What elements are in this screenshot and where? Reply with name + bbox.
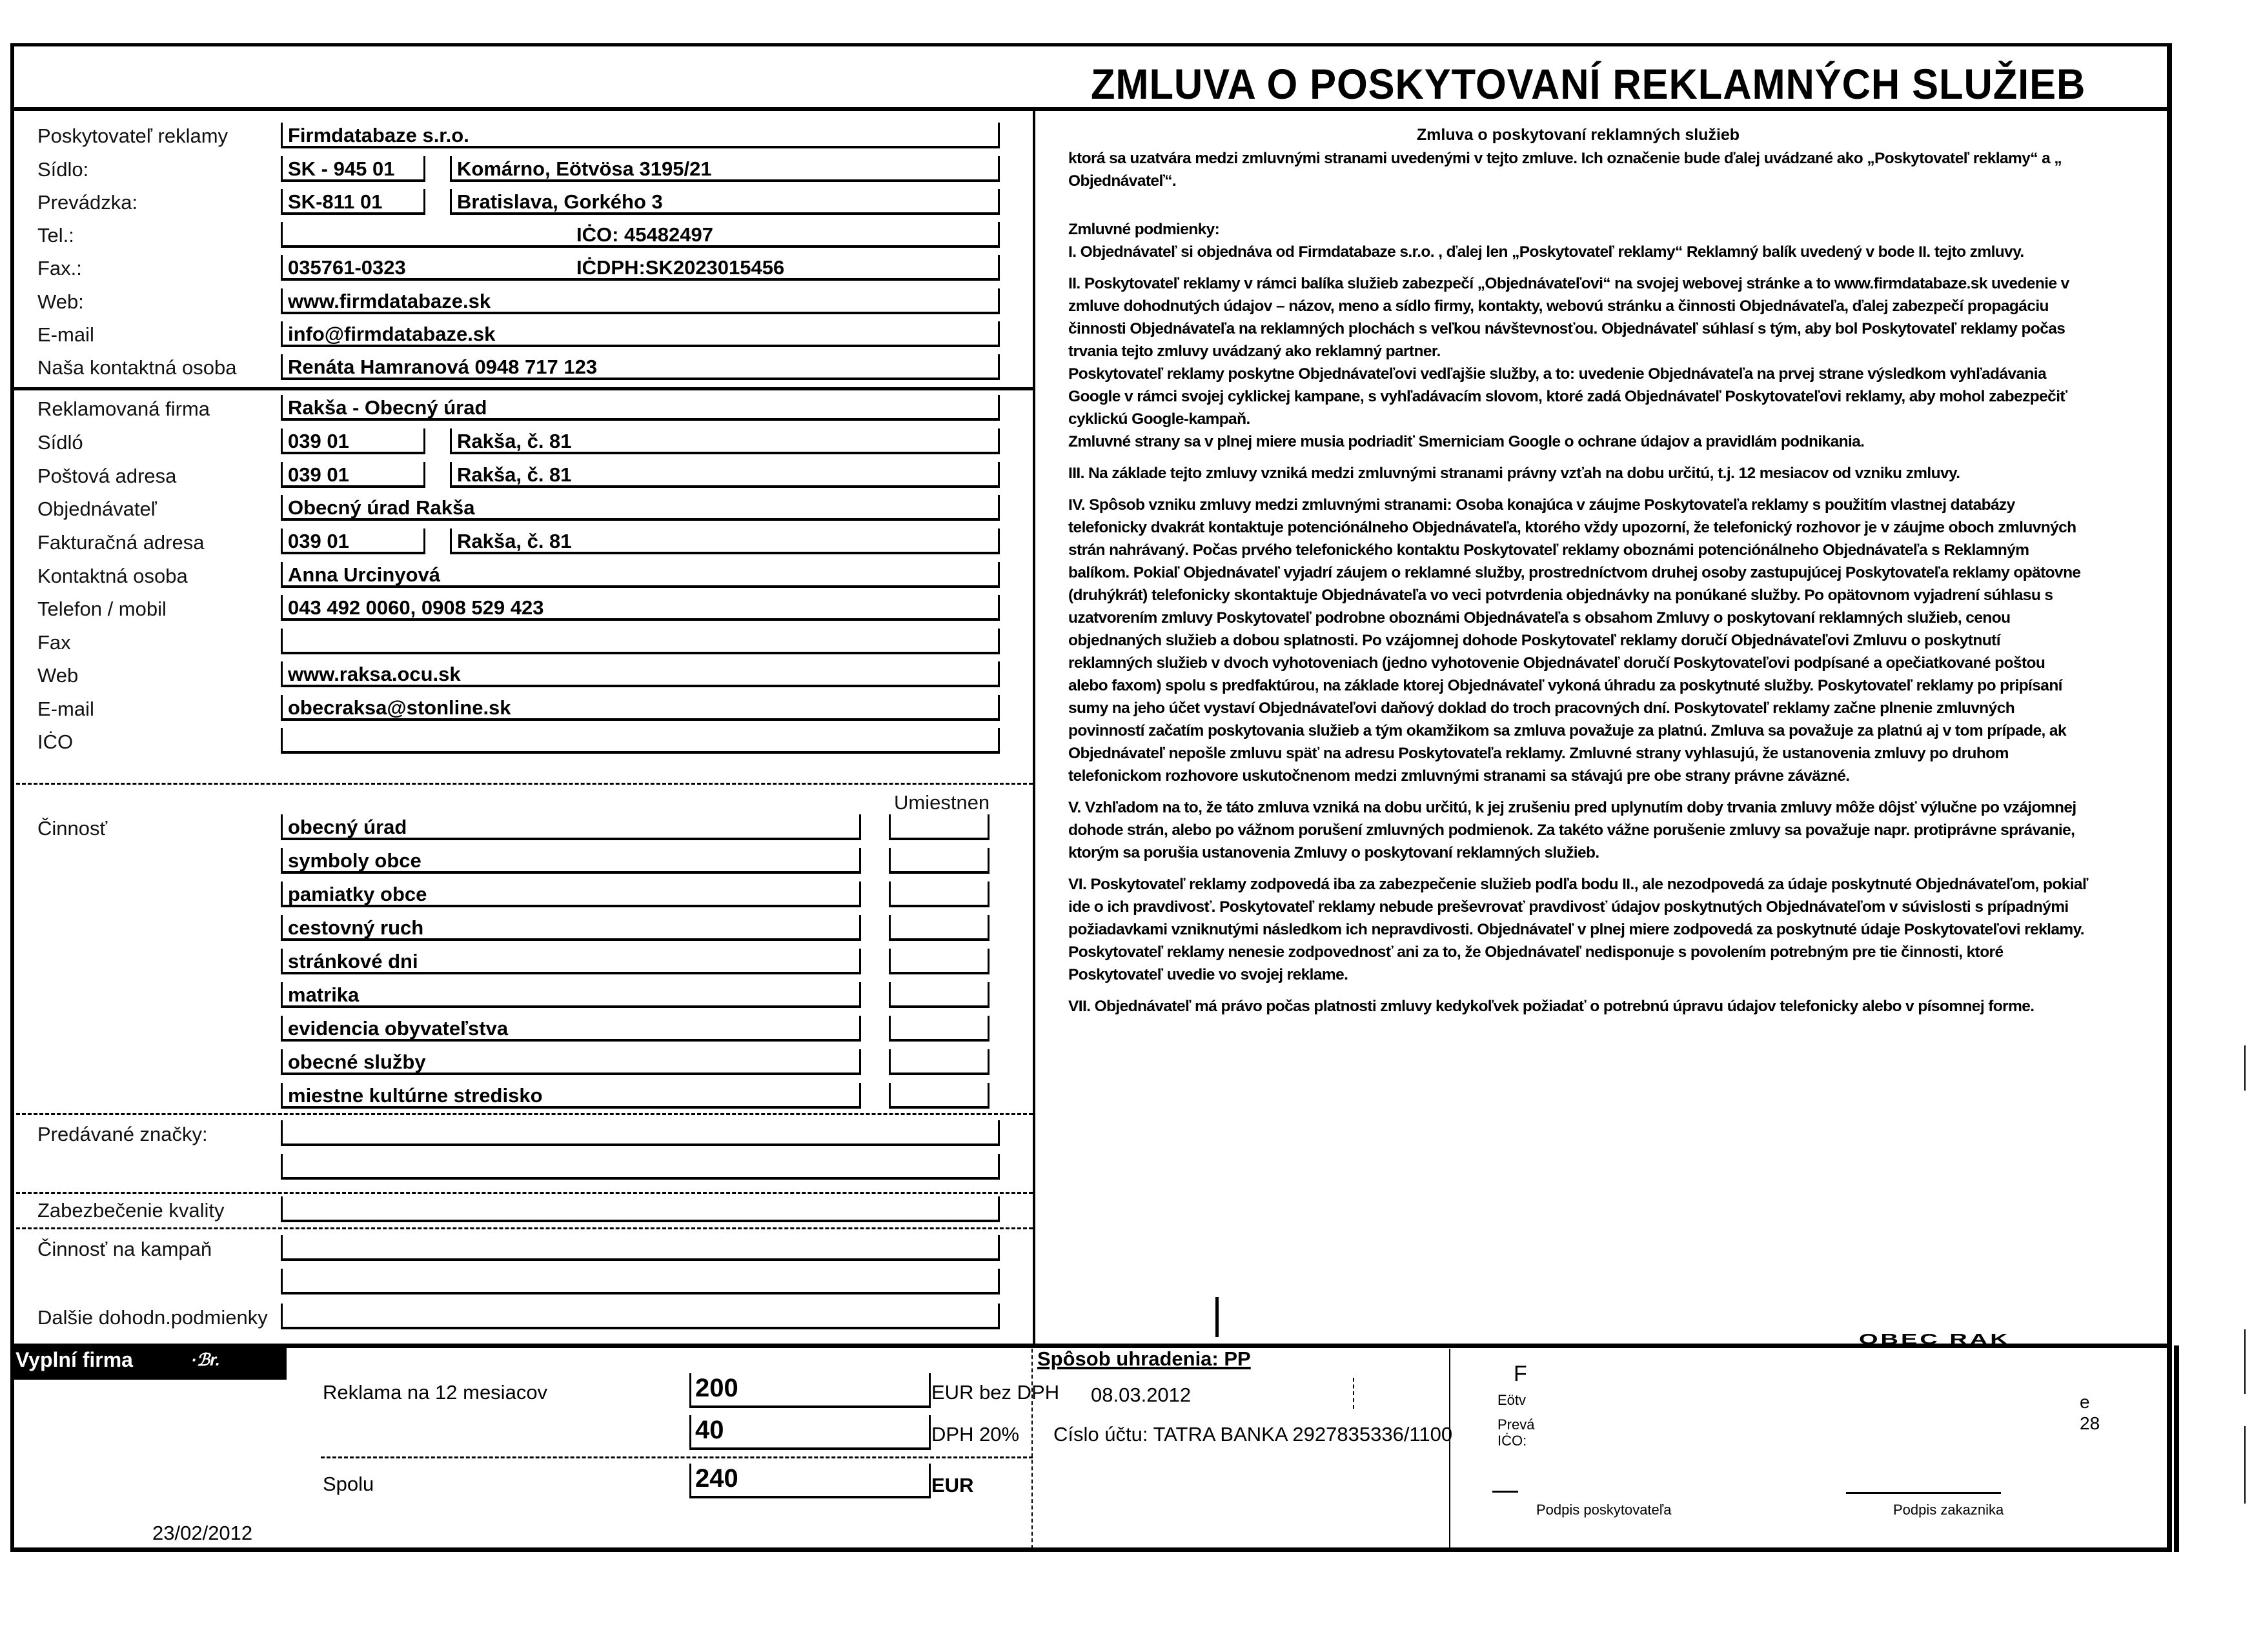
client-seat-label: Sídló: [37, 431, 83, 454]
client-contact-label: Kontaktná osoba: [37, 565, 188, 587]
customer-signature-line: [1846, 1492, 2001, 1494]
terms-intro: ktorá sa uzatvára medzi zmluvnými stranami uvedenými v tejto zmluve. Ich označenie bude ďalej uvádzané ako „Poskytovateľ reklamy“ a „ Objednávateľ“.: [1068, 150, 2062, 190]
provider-branch-label: Prevádzka:: [37, 191, 138, 214]
client-fax-field[interactable]: [281, 629, 1000, 654]
stamp-header-fragment: OBEC RAK: [1859, 1331, 2011, 1348]
terms-p2c: Zmluvné strany sa v plnej miere musia podriadiť Smerniciam Google o ochrane údajov a pravidlám podnikania.: [1068, 433, 1865, 450]
client-seat-address-field[interactable]: Rakša, č. 81: [450, 428, 1000, 454]
terms-p5: V. Vzhľadom na to, že táto zmluva vzniká na dobu určitú, k jej zrušeniu pred uplynutím doby trvania zmluvy môže dôjsť výlučne po vzájomnej dohode strán, alebo po vážnom porušení zmluvných podmienok. Za takéto vážne porušenie zmluvy sa považuje napr. protiprávne správanie, ktorým sa porušia ustanovenia Zmluvy o poskytovaní reklamných služieb.: [1068, 799, 2076, 861]
scan-mark: [2244, 1045, 2246, 1091]
total-label: Spolu: [323, 1473, 374, 1495]
terms-heading: Zmluva o poskytovaní reklamných služieb: [1416, 126, 1740, 144]
stamp-fragment: F: [1514, 1362, 1527, 1386]
provider-fax-label: Fax.:: [37, 257, 82, 279]
brands-field-1[interactable]: [281, 1120, 1000, 1146]
activities-label: Činnosť: [37, 817, 108, 840]
placement-field[interactable]: [889, 982, 989, 1008]
placement-field[interactable]: [889, 848, 989, 874]
quality-label: Zabezbečenie kvality: [37, 1199, 225, 1222]
provider-name-field[interactable]: Firmdatabaze s.r.o.: [281, 123, 1000, 148]
client-orderer-field[interactable]: Obecný úrad Rakša: [281, 495, 1000, 521]
brands-field-2[interactable]: [281, 1154, 1000, 1180]
activity-field[interactable]: matrika: [281, 982, 861, 1008]
bank-account: Císlo účtu: TATRA BANKA 2927835336/1100: [1053, 1423, 1453, 1446]
client-email-field[interactable]: obecraksa@stonline.sk: [281, 695, 1000, 721]
placement-field[interactable]: [889, 1083, 989, 1109]
client-contact-field[interactable]: Anna Urcinyová: [281, 562, 1000, 588]
total-amount-field[interactable]: 240: [689, 1464, 931, 1498]
total-unit: EUR: [931, 1474, 974, 1496]
customer-signature-label: Podpis zakaznika: [1893, 1502, 2004, 1518]
provider-tel-label: Tel.:: [37, 224, 74, 247]
client-postal-zip-field[interactable]: 039 01: [281, 462, 425, 488]
stamp-fragment-right: e: [2080, 1392, 2090, 1412]
provider-branch-zip-field[interactable]: SK-811 01: [281, 189, 425, 215]
payment-method: Spôsob uhradenia: PP: [1037, 1347, 1251, 1370]
provider-seat-zip-field[interactable]: SK - 945 01: [281, 156, 425, 182]
item-label: Reklama na 12 mesiacov: [323, 1381, 548, 1404]
provider-icdph-value: IĊDPH:SK2023015456: [576, 256, 785, 279]
activity-field[interactable]: evidencia obyvateľstva: [281, 1016, 861, 1042]
client-web-label: Web: [37, 664, 79, 687]
brands-divider: [10, 1113, 1033, 1115]
terms-p3: III. Na základe tejto zmluvy vzniká medzi zmluvnými stranami právny vzťah na dobu určitú, t.j. 12 mesiacov od vzniku zmluvy.: [1068, 465, 1960, 482]
campaign-field-1[interactable]: [281, 1235, 1000, 1261]
terms-p6: VI. Poskytovateľ reklamy zodpovedá iba za zabezpečenie služieb podľa bodu II., ale nezodpovedá za údaje poskytnuté Objednávateľom, pokiaľ ide o ich pravdivosť. Poskytovateľ reklamy nebude preševrovať pravdivosť údajov poskytnutých Objednávateľom v súvislosti s prípadnými požiadavkami vzniknutými následkom ich nepravdivosti. Objednávateľ v plnej miere zodpovedá za poskytnuté údaje Poskytovateľovi reklamy. Poskytovateľ reklamy nenesie zodpovednosť ani za to, že Objednávateľ nedisponuje s povolením potrebným pre tie činnosti, ktoré Poskytovateľ uvedie vo svojej reklame.: [1068, 876, 2088, 983]
campaign-field-2[interactable]: [281, 1269, 1000, 1294]
page-title: ZMLUVA O POSKYTOVANÍ REKLAMNÝCH SLUŽIEB: [1091, 60, 2086, 108]
placement-field[interactable]: [889, 915, 989, 941]
client-ico-label: IĊO: [37, 730, 74, 753]
vyplni-firma-label: Vyplní firma: [15, 1348, 133, 1371]
client-company-label: Reklamovaná firma: [37, 398, 210, 420]
campaign-divider: [10, 1227, 1033, 1229]
contract-date: 23/02/2012: [152, 1522, 253, 1544]
client-billing-zip-field[interactable]: 039 01: [281, 529, 425, 554]
provider-tel-field[interactable]: [281, 222, 1000, 248]
placement-field[interactable]: [889, 814, 989, 840]
provider-seat-address-field[interactable]: Komárno, Eötvösa 3195/21: [450, 156, 1000, 182]
stamp-fragment: Prevá: [1497, 1416, 1535, 1433]
stamp-fragment: IĊO:: [1497, 1433, 1527, 1449]
activity-field[interactable]: miestne kultúrne stredisko: [281, 1083, 861, 1109]
client-phone-field[interactable]: 043 492 0060, 0908 529 423: [281, 595, 1000, 621]
activity-field[interactable]: stránkové dni: [281, 949, 861, 974]
provider-web-field[interactable]: www.firmdatabaze.sk: [281, 288, 1000, 314]
provider-seat-label: Sídlo:: [37, 158, 89, 181]
vat-amount-field[interactable]: 40: [689, 1415, 931, 1450]
scan-mark: [2244, 1426, 2246, 1504]
terms-p2b: Poskytovateľ reklamy poskytne Objednávateľovi vedľajšie služby, a to: uvedenie Objednávateľa na prvej strane výsledkom vyhľadávania Google v rámci svojej cyklickej kampane, s vyhľadávacím slovom, ktoré zadá Objednávateľ Poskytovateľovi reklamy, aby mohol zabezpečiť cyklickú Google-kampaň.: [1068, 365, 2067, 428]
client-seat-zip-field[interactable]: 039 01: [281, 428, 425, 454]
other-terms-label: Dalšie dohodn.podmienky: [37, 1306, 268, 1329]
column-divider: [1033, 110, 1035, 1345]
handwritten-mark: ·ℬr.: [191, 1350, 221, 1369]
provider-fax-field[interactable]: [281, 255, 1000, 281]
placement-field[interactable]: [889, 1016, 989, 1042]
provider-contact-field[interactable]: Renáta Hamranová 0948 717 123: [281, 354, 1000, 380]
due-date: 08.03.2012: [1091, 1384, 1192, 1406]
terms-p1: I. Objednávateľ si objednáva od Firmdatabaze s.r.o. , ďalej len „Poskytovateľ reklamy“ Reklamný balík uvedený v bode II. tejto zmluvy.: [1068, 243, 2024, 261]
provider-branch-address-field[interactable]: Bratislava, Gorkého 3: [450, 189, 1000, 215]
other-terms-field[interactable]: [281, 1304, 1000, 1329]
quality-divider: [10, 1192, 1033, 1194]
activity-field[interactable]: symboly obce: [281, 848, 861, 874]
client-company-field[interactable]: Rakša - Obecný úrad: [281, 395, 1000, 421]
stamp-fragment: Eötv: [1497, 1392, 1527, 1408]
provider-signature-line: [1492, 1491, 1518, 1493]
client-web-field[interactable]: www.raksa.ocu.sk: [281, 661, 1000, 687]
billing-column-divider: [1031, 1349, 1033, 1549]
quality-field[interactable]: [281, 1196, 1000, 1222]
campaign-label: Činnosť na kampaň: [37, 1238, 212, 1260]
billing-right-border: [2174, 1345, 2179, 1552]
provider-fax-value: 035761-0323: [288, 256, 406, 279]
client-phone-label: Telefon / mobil: [37, 598, 167, 620]
client-postal-label: Poštová adresa: [37, 465, 177, 487]
client-ico-field[interactable]: [281, 728, 1000, 754]
placement-field[interactable]: [889, 1049, 989, 1075]
client-email-label: E-mail: [37, 698, 94, 720]
provider-ico-value: IĊO: 45482497: [576, 223, 713, 246]
provider-email-label: E-mail: [37, 323, 94, 346]
activities-divider: [10, 783, 1033, 785]
client-fax-label: Fax: [37, 631, 71, 654]
activity-field[interactable]: obecné služby: [281, 1049, 861, 1075]
activity-field[interactable]: cestovný ruch: [281, 915, 861, 941]
activity-field[interactable]: obecný úrad: [281, 814, 861, 840]
stamp-fragment-right: 28: [2080, 1413, 2100, 1433]
provider-signature-label: Podpis poskytovateľa: [1536, 1502, 1672, 1518]
vat-unit: DPH 20%: [931, 1423, 1020, 1446]
placement-field[interactable]: [889, 949, 989, 974]
placement-field[interactable]: [889, 881, 989, 907]
client-postal-address-field[interactable]: Rakša, č. 81: [450, 462, 1000, 488]
client-orderer-label: Objednávateľ: [37, 498, 157, 520]
net-unit: EUR bez DPH: [931, 1381, 1060, 1404]
provider-name-label: Poskytovateľ reklamy: [37, 125, 228, 147]
terms-body: [1068, 147, 2088, 1027]
brands-label: Predávané značky:: [37, 1123, 208, 1145]
provider-email-field[interactable]: info@firmdatabaze.sk: [281, 321, 1000, 347]
placement-header: Umiestnen: [894, 791, 990, 814]
provider-client-divider: [10, 387, 1033, 390]
terms-conditions-title: Zmluvné podmienky:: [1068, 221, 1220, 238]
signature-divider: [1449, 1349, 1450, 1549]
total-divider: [321, 1456, 1033, 1458]
client-billing-address-field[interactable]: Rakša, č. 81: [450, 529, 1000, 554]
terms-p2: II. Poskytovateľ reklamy v rámci balíka služieb zabezpečí „Objednávateľovi“ na svojej webovej stránke a to www.firmdatabaze.sk uvedenie v zmluve dohodnutých údajov – názov, meno a sídlo firmy, kontakty, webovú stránku a činnosti Objednávateľa, ďalej zabezpečí propagáciu činnosti Objednávateľa na reklamných plochách s veľkou návštevnosťou. Objednávateľ súhlasí s tým, aby bol Poskytovateľ reklamy počas trvania tejto zmluvy uvádzaný ako reklamný partner.: [1068, 275, 2069, 360]
net-amount-field[interactable]: 200: [689, 1373, 931, 1408]
stray-mark: [1215, 1297, 1219, 1337]
provider-web-label: Web:: [37, 290, 84, 313]
due-date-divider: [1353, 1378, 1354, 1409]
scan-mark: [2244, 1329, 2246, 1394]
provider-contact-label: Naša kontaktná osoba: [37, 356, 237, 379]
client-billing-label: Fakturačná adresa: [37, 531, 205, 554]
terms-p7: VII. Objednávateľ má právo počas platnosti zmluvy kedykoľvek požiadať o potrebnú úpravu údajov telefonicky alebo v písomnej forme.: [1068, 998, 2035, 1015]
terms-p4: IV. Spôsob vzniku zmluvy medzi zmluvnými stranami: Osoba konajúca v záujme Poskytovateľa reklamy s použitím vlastnej databázy telefonicky dvakrát kontaktuje potenciónálneho Objednávateľa, ktorého vždy upozorní, že telefonický rozhovor je v záujme oboch zmluvných strán nahrávaný. Počas prvého telefonického kontaktu Poskytovateľ reklamy oboznámi potenciónálneho Objednávateľa s Reklamným balíkom. Pokiaľ Objednávateľ vyjadrí záujem o reklamné služby, prostredníctvom druhej osoby zastupujúcej Poskytovateľa reklamy opätovne (druhýkrát) telefonicky skontaktuje Objednávateľa vo veci potvrdenia objednávky na ponúkané služby. Po opätovnom vyjadrení súhlasu s uzatvorením zmluvy Poskytovateľ podrobne oboznámi Objednávateľa s obsahom Zmluvy o poskytovaní reklamných služieb, cenou objednaných služieb a dobou splatnosti. Po vzájomnej dohode Poskytovateľ reklamy doručí Objednávateľovi Zmluvu o poskytnutí reklamných služieb v dvoch vyhotoveniach (jedno vyhotovenie Objednávateľ doručí Poskytovateľovi podpísané a opečiatkované poštou alebo faxom) spolu s predfaktúrou, na základe ktorej Objednávateľ vykoná úhradu za poskytnuté služby. Poskytovateľ reklamy po pripísaní sumy na jeho účet vystaví Objednávateľovi daňový doklad do troch pracovných dní. Poskytovateľ reklamy začne plnenie zmluvných povinností začatím poskytovania služieb a tým okamžikom sa zmluva považuje za platnú. Zmluva sa považuje za platnú aj v tom prípade, ak Objednávateľ nepošle zmluvu späť na adresu Poskytovateľa reklamy. Zmluvné strany vyhlasujú, že ustanovenia zmluvy po druhom telefonickom rozhovore uskutočnenom medzi zmluvnými stranami sa stávajú pre obe strany právne záväzné.: [1068, 496, 2081, 785]
activity-field[interactable]: pamiatky obce: [281, 881, 861, 907]
vyplni-firma-bar: [10, 1344, 287, 1380]
